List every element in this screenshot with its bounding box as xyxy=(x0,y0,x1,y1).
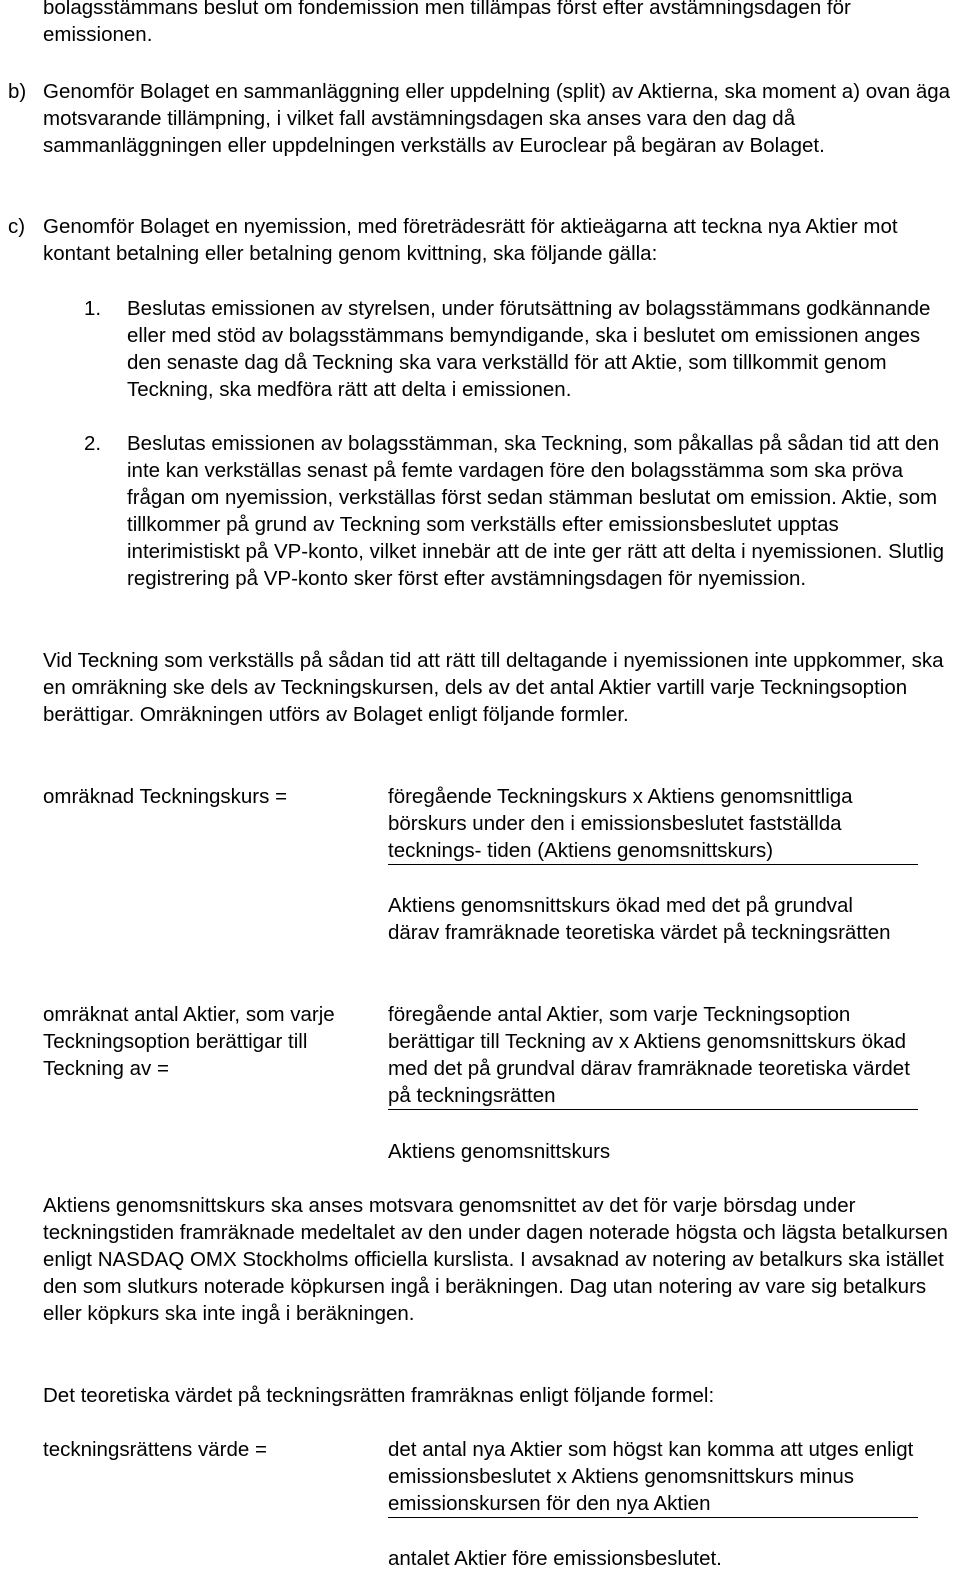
formula1-label: omräknad Teckningskurs = xyxy=(43,785,288,808)
formula2-denominator: Aktiens genomsnittskurs xyxy=(388,1140,611,1163)
paragraph-teoretiska-vardet: Det teoretiska värdet på teckningsrätten framräknas enligt följande formel: xyxy=(43,1384,715,1407)
item-b-text: Genomför Bolaget en sammanläggning eller uppdelning (split) av Aktierna, ska moment a) ovan äga motsvarande tillämpning, i vilket fall avstämningsdagen ska anses vara den dag då sammanläggningen eller uppdelningen verkställs av Euroclear på begäran av Bolaget. xyxy=(43,80,951,157)
paragraph-genomsnittskurs: Aktiens genomsnittskurs ska anses motsvara genomsnittet av det för varje börsdag under teckningstiden framräknade medeltalet av den under dagen noterade högsta och lägsta betalkursen enligt NASDAQ OMX Stockholms officiella kurslista. I avsaknad av notering av betalkurs ska istället den som slutkurs noterade köpkursen ingå i beräkningen. Dag utan notering av vare sig betalkurs eller köpkurs ska inte ingå i beräkningen. xyxy=(43,1194,948,1325)
formula2-label: omräknat antal Aktier, som varje Teckningsoption berättigar till Teckning av = xyxy=(43,1003,335,1080)
formula3-label: teckningsrättens värde = xyxy=(43,1438,267,1461)
formula3-numerator: det antal nya Aktier som högst kan komma att utges enligt emissionsbeslutet x Aktiens genomsnittskurs minus emissionskursen för den nya Aktien xyxy=(388,1436,918,1518)
subitem-2-text: Beslutas emissionen av bolagsstämman, ska Teckning, som påkallas på sådan tid att den inte kan verkställas senast på femte vardagen före den bolagsstämma som ska pröva frågan om nyemission, verkställas först sedan stämman beslutat om emission. Aktie, som tillkommer på grund av Teckning som verkställs efter emissionsbeslutet upptas interimistiskt på VP-konto, vilket innebär att de inte ger rätt att delta i nyemissionen. Slutlig registrering på VP-konto sker först efter avstämningsdagen för nyemission. xyxy=(127,432,944,590)
subitem-2-label: 2. xyxy=(84,432,102,455)
formula2-numerator: föregående antal Aktier, som varje Teckningsoption berättigar till Teckning av x Aktiens genomsnittskurs ökad med det på grundval därav framräknade teoretiska värdet på teckningsrätten xyxy=(388,1001,918,1110)
subitem-1-label: 1. xyxy=(84,297,102,320)
item-b-label: b) xyxy=(8,80,27,103)
item-c-text: Genomför Bolaget en nyemission, med företrädesrätt för aktieägarna att teckna nya Aktier mot kontant betalning eller betalning genom kvittning, ska följande gälla: xyxy=(43,215,898,265)
paragraph-omrakning: Vid Teckning som verkställs på sådan tid att rätt till deltagande i nyemissionen inte uppkommer, ska en omräkning ske dels av Teckningskursen, dels av det antal Aktier vartill varje Teckningsoption berättigar. Omräkningen utförs av Bolaget enligt följande formler. xyxy=(43,649,944,726)
item-c-label: c) xyxy=(8,215,26,238)
intro-text: bolagsstämmans beslut om fondemission men tillämpas först efter avstämningsdagen för emissionen. xyxy=(43,0,851,46)
subitem-1-text: Beslutas emissionen av styrelsen, under förutsättning av bolagsstämmans godkännande eller med stöd av bolagsstämmans bemyndigande, ska i beslutet om emissionen anges den senaste dag då Teckning ska vara verkställd för att Aktie, som tillkommit genom Teckning, ska medföra rätt att delta i emissionen. xyxy=(127,297,931,401)
formula1-numerator: föregående Teckningskurs x Aktiens genomsnittliga börskurs under den i emissionsbeslutet fastställda tecknings- tiden (Aktiens genomsnittskurs) xyxy=(388,783,918,865)
formula1-denominator: Aktiens genomsnittskurs ökad med det på grundval därav framräknade teoretiska värdet på teckningsrätten xyxy=(388,894,891,944)
formula3-denominator: antalet Aktier före emissionsbeslutet. xyxy=(388,1547,722,1570)
